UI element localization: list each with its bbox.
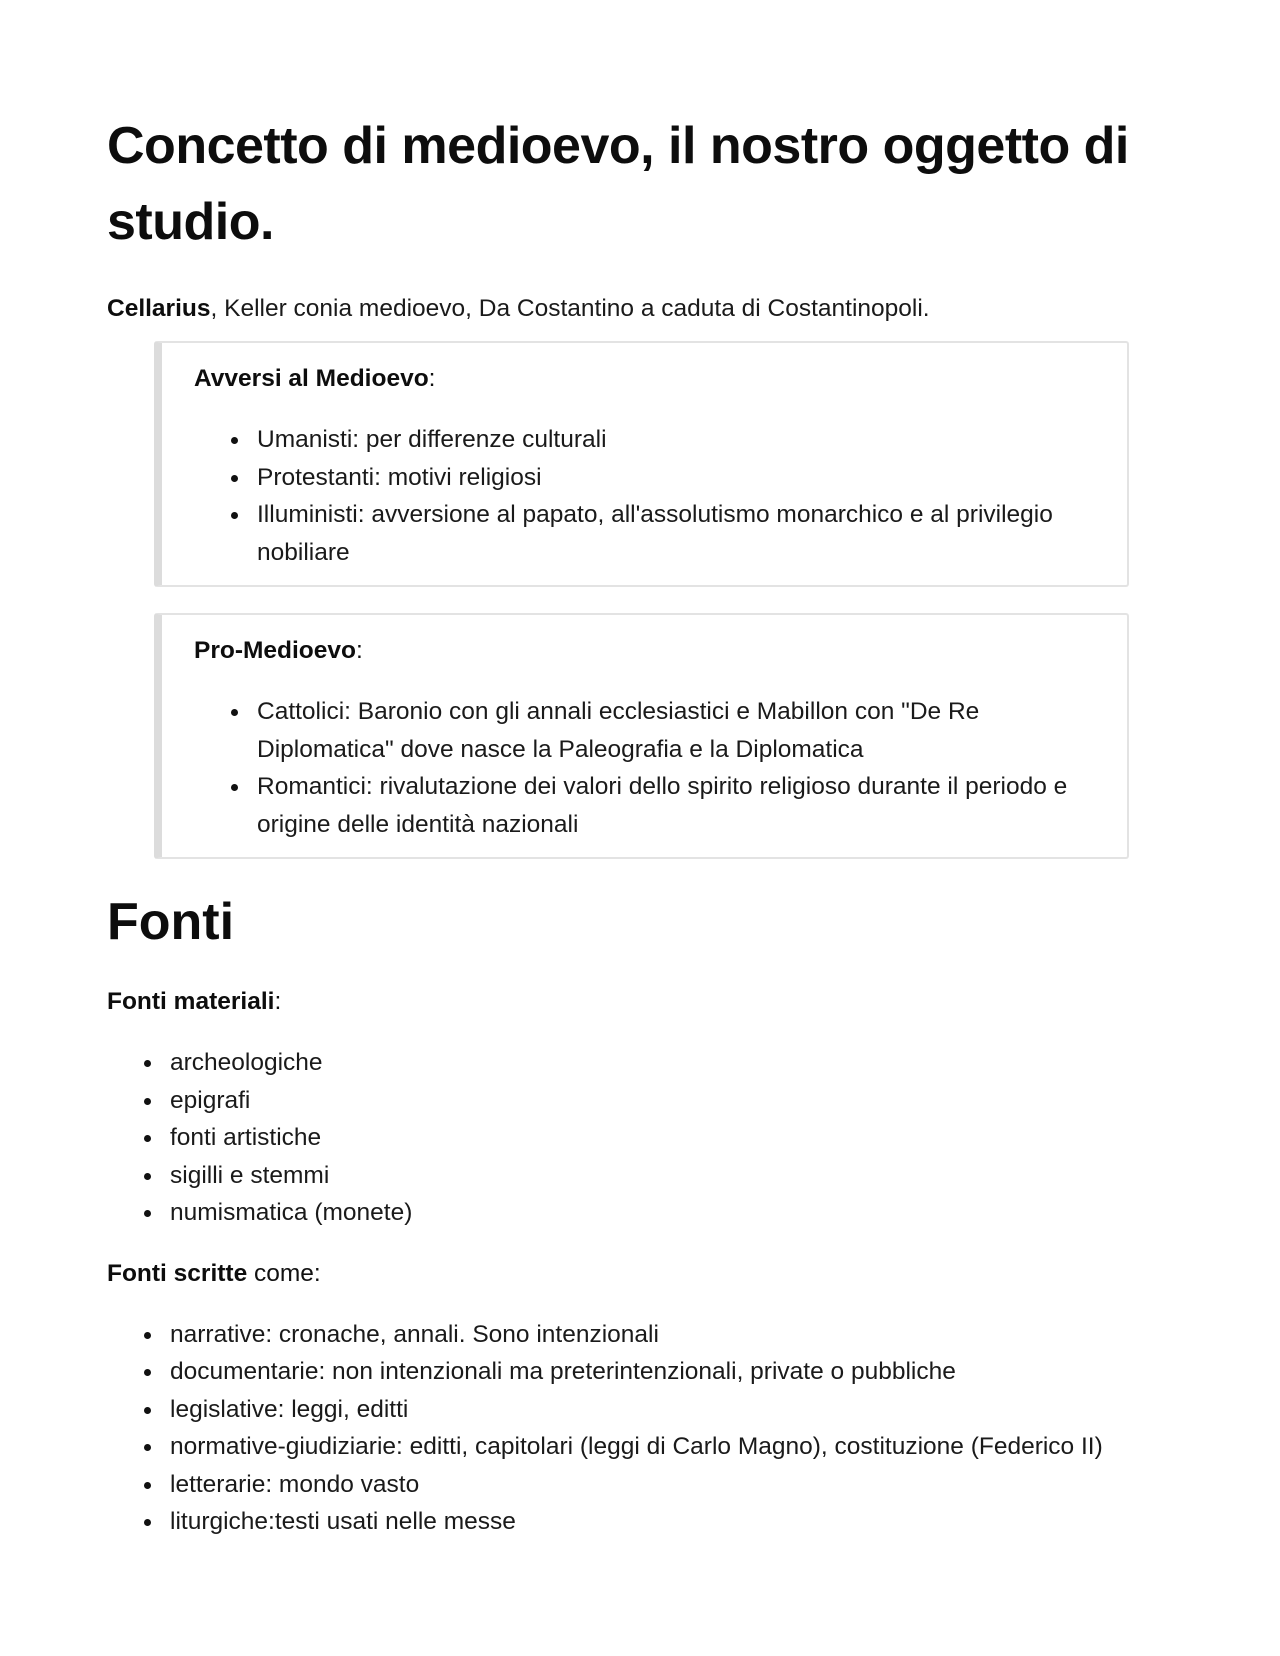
list-item: Romantici: rivalutazione dei valori dello spirito religioso durante il periodo e origine delle identità nazionali (257, 768, 1097, 843)
list-item: numismatica (monete) (170, 1194, 1177, 1232)
fonti-scritte-label-suffix: come: (247, 1259, 321, 1287)
callout-list (194, 421, 1097, 571)
list-item: Illuministi: avversione al papato, all'assolutismo monarchico e al privilegio nobiliare (257, 496, 1097, 571)
callout-heading-text: Avversi al Medioevo (194, 365, 429, 392)
list-item: fonti artistiche (170, 1119, 1177, 1157)
fonti-materiali-label (107, 984, 1177, 1020)
callout-heading-suffix: : (428, 365, 436, 392)
callout-pro (154, 613, 1129, 859)
list-item: liturgiche:testi usati nelle messe (170, 1503, 1177, 1541)
fonti-materiali-label-suffix: : (274, 988, 282, 1015)
page-title: Concetto di medioevo, il nostro oggetto di studio. (107, 117, 1129, 251)
list-item: documentarie: non intenzionali ma preterintenzionali, private o pubbliche (170, 1353, 1177, 1391)
list-item: epigrafi (170, 1082, 1177, 1120)
document-page (107, 108, 1177, 1541)
list-item: Cattolici: Baronio con gli annali ecclesiastici e Mabillon con "De Re Diplomatica" dove nasce la Paleografia e la Diplomatica (257, 693, 1097, 768)
list-item: normative-giudiziarie: editti, capitolari (leggi di Carlo Magno), costituzione (Federico II) (170, 1428, 1177, 1466)
list-item: archeologiche (170, 1044, 1177, 1082)
fonti-scritte-list (107, 1316, 1177, 1541)
callout-heading (194, 633, 1097, 669)
intro-bold-term: Cellarius (107, 295, 211, 322)
list-item: legislative: leggi, editti (170, 1391, 1177, 1429)
callout-avversi (154, 341, 1129, 587)
list-item: letterarie: mondo vasto (170, 1466, 1177, 1504)
list-item: Umanisti: per differenze culturali (257, 421, 1097, 459)
list-item: narrative: cronache, annali. Sono intenzionali (170, 1316, 1177, 1354)
callout-list (194, 693, 1097, 843)
fonti-scritte-label (107, 1256, 1177, 1292)
list-item: Protestanti: motivi religiosi (257, 459, 1097, 497)
intro-paragraph (107, 291, 1177, 327)
fonti-materiali-label-text: Fonti materiali (107, 988, 275, 1015)
callout-heading (194, 361, 1097, 397)
fonti-materiali-list (107, 1044, 1177, 1232)
intro-text: , Keller conia medioevo, Da Costantino a caduta di Costantinopoli. (210, 295, 930, 322)
list-item: sigilli e stemmi (170, 1157, 1177, 1195)
fonti-scritte-label-text: Fonti scritte (107, 1259, 248, 1287)
section-heading-fonti: Fonti (107, 893, 235, 951)
callout-heading-suffix: : (356, 637, 363, 664)
callout-heading-text: Pro-Medioevo (194, 637, 356, 664)
